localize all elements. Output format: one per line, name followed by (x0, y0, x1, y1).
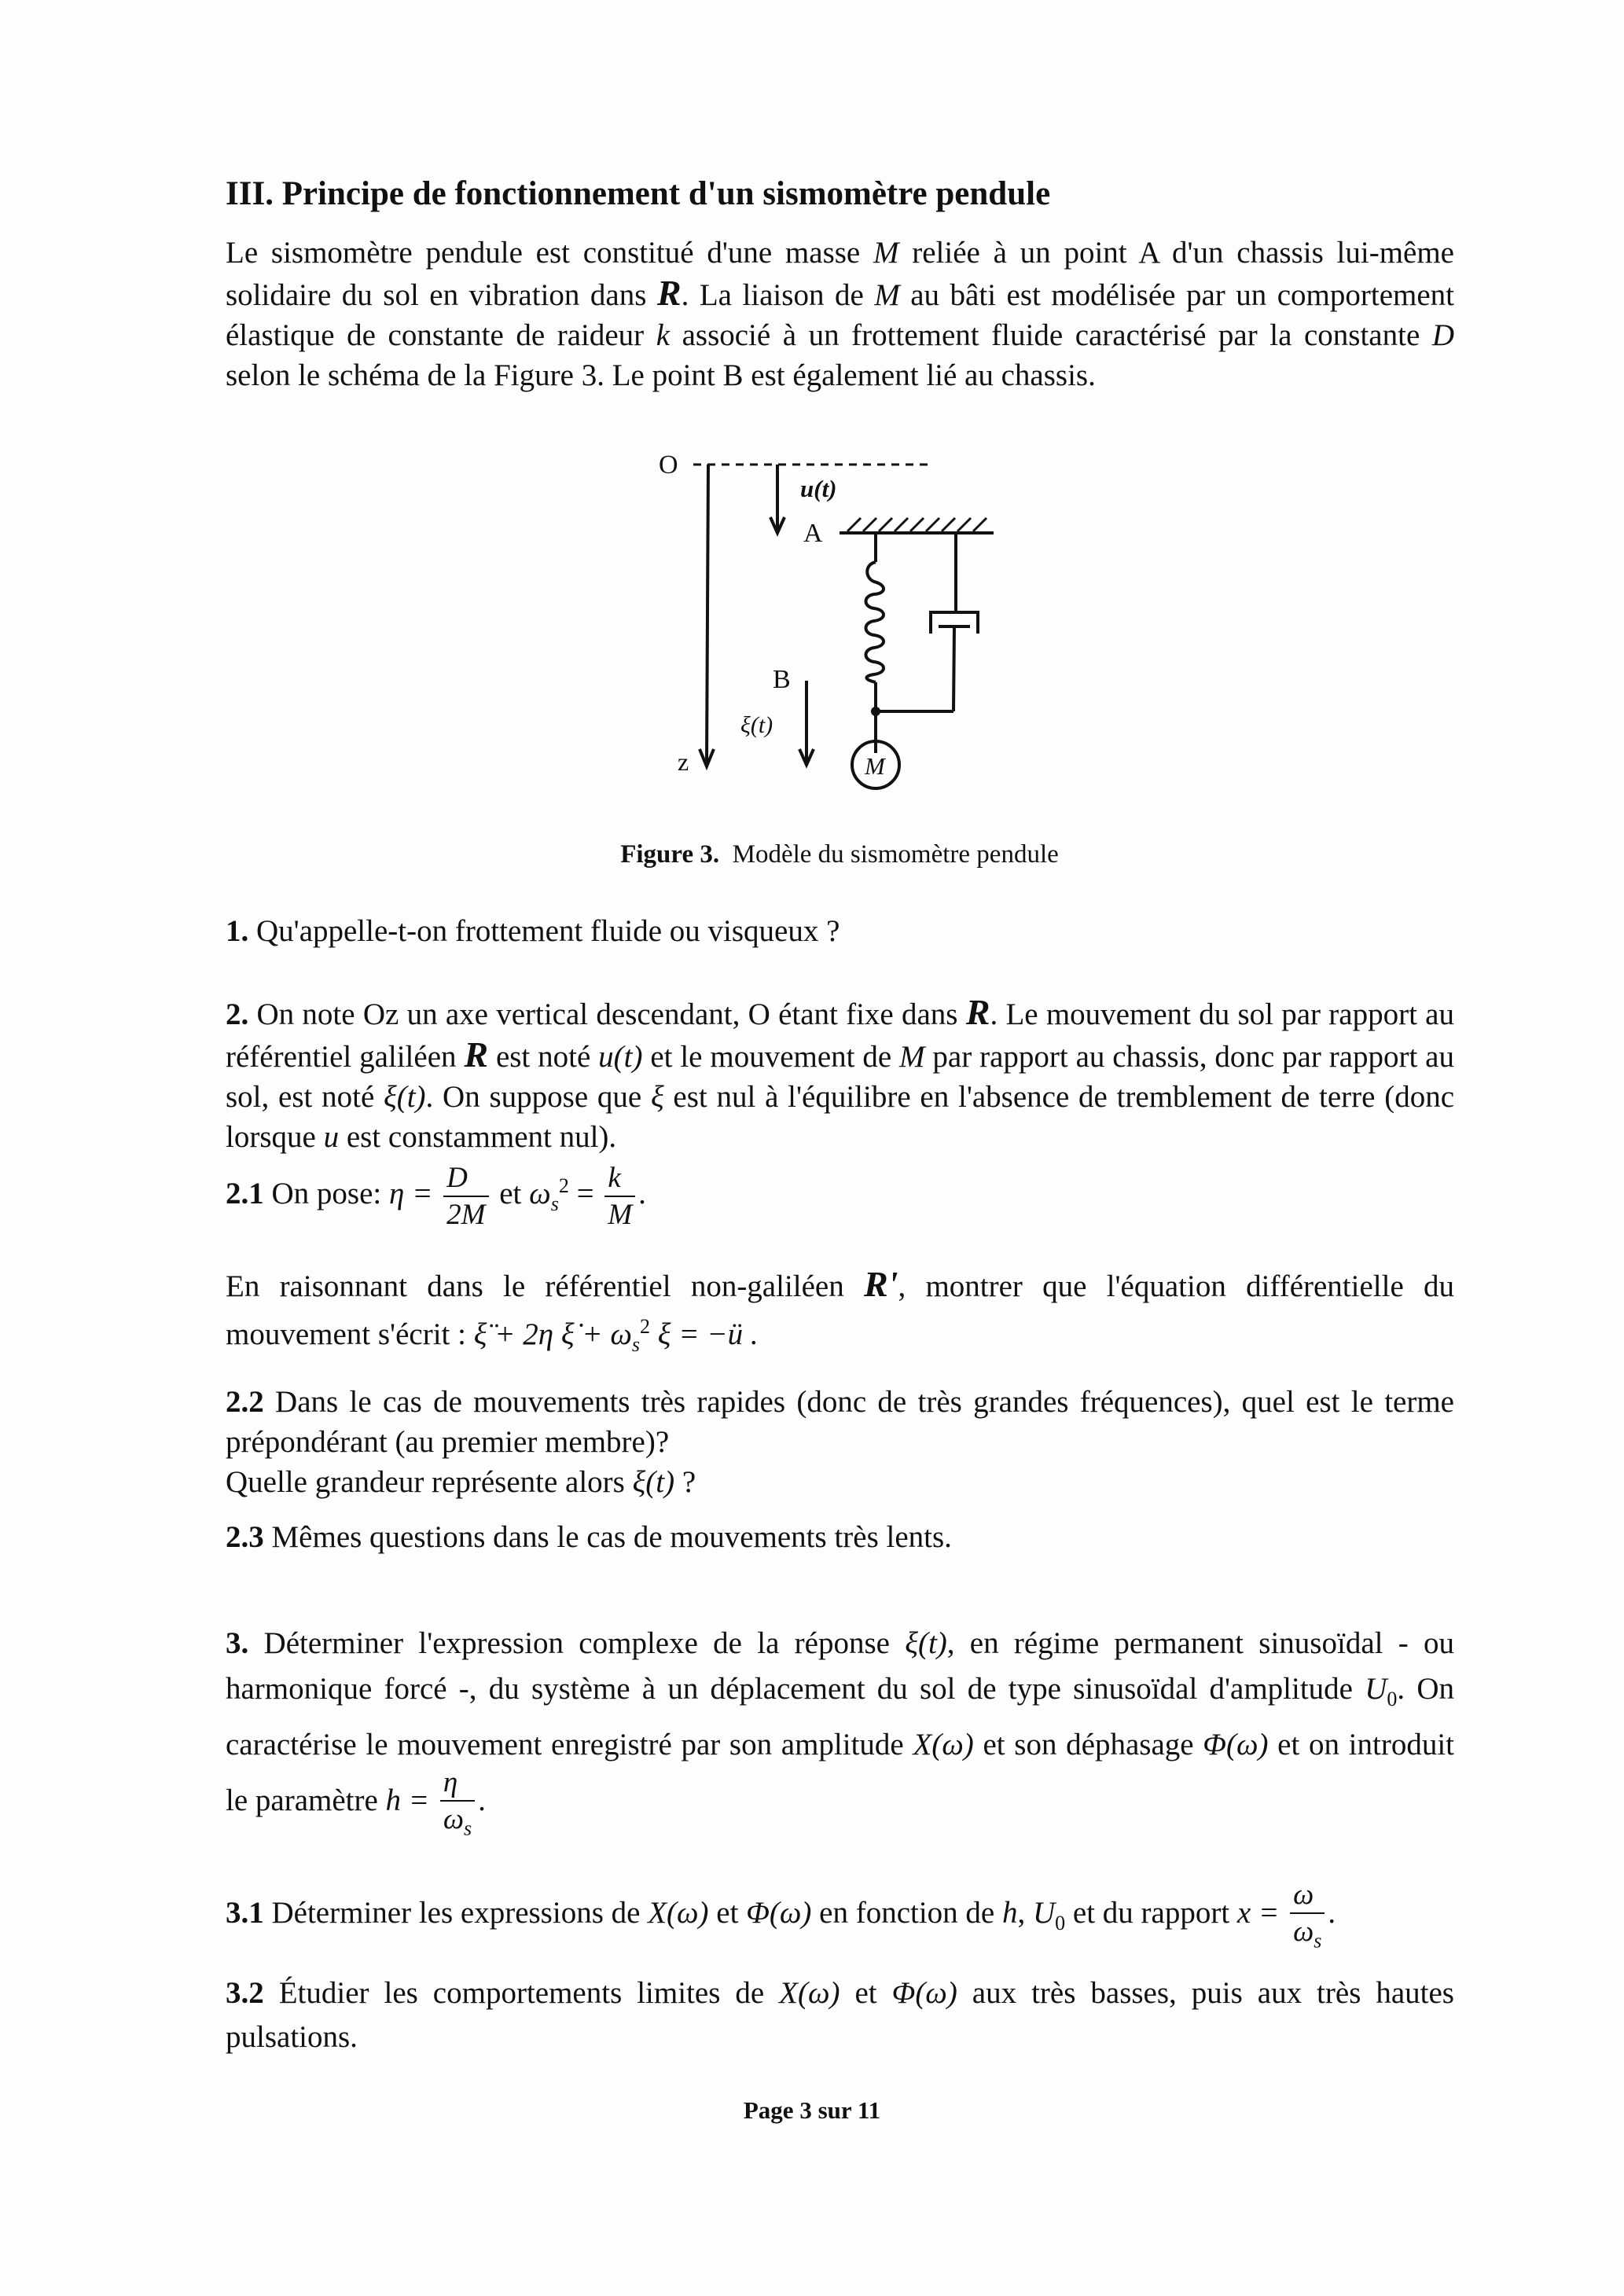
h-fraction: $\frac{\eta}{\omega_s}$ (440, 1768, 475, 1839)
question-3-2: 3.2 Étudier les comportements limites de X(ω) et Φ(ω) aux très basses, puis aux très hautes pulsations. (226, 1976, 1454, 2054)
mass-label: M (865, 752, 885, 780)
question-2: 2. On note Oz un axe vertical descendant, O étant fixe dans R. Le mouvement du sol par rapport au référentiel galiléen R est noté u(t) et le mouvement de M par rapport au chassis, donc par rapport au sol, est noté ξ(t). On suppose que ξ est nul à l'équilibre en l'absence de tremblement de terre (donc lorsque u est constamment nul). (226, 992, 1455, 1154)
intro-paragraph: Le sismomètre pendule est constitué d'une masse M reliée à un point A d'un chassis lui-même solidaire du sol en vibration dans R. La liaison de M au bâti est modélisée par un comportement élastique de constante de raideur k associé à un frottement fluide caractérisé par la constante D selon le schéma de la Figure 3. Le point B est également lié au chassis. (226, 236, 1455, 392)
question-2-3: 2.3 Mêmes questions dans le cas de mouvements très lents. (226, 1520, 952, 1554)
figure-caption: Figure 3. Modèle du sismomètre pendule (620, 840, 1059, 869)
xi-label: ξ(t) (740, 712, 773, 738)
origin-label: O (659, 450, 678, 479)
page-number: Page 3 sur 11 (743, 2096, 881, 2124)
eta-fraction: $\frac{D}{2M}$ (443, 1163, 488, 1229)
point-a-label: A (803, 519, 823, 548)
u-label: u(t) (800, 475, 837, 502)
question-3: 3. Déterminer l'expression complexe de la réponse ξ(t), en régime permanent sinusoïdal - ou harmonique forcé -, du système à un déplacement du sol de type sinusoïdal d'amplitude $U_0$. On caractérise le mouvement enregistré par son amplitude X(ω) et son déphasage Φ(ω) et on introduit le paramètre h = $\frac{\eta}{\omega_s}$ . (226, 1626, 1454, 1840)
question-2-1-equation: En raisonnant dans le référentiel non-galiléen R', montrer que l'équation différentielle du mouvement s'écrit : ξ̈ + 2η ξ̇ + $\omega_s^2$ ξ = −ü . (226, 1264, 1454, 1356)
differential-equation: ξ̈ + 2η ξ̇ + ω (473, 1317, 632, 1351)
question-2-2: 2.2 Dans le cas de mouvements très rapides (donc de très grandes fréquences), quel est le terme prépondérant (au premier membre)? Quelle grandeur représente alors ξ(t) ? (226, 1385, 1454, 1499)
question-1: 1. Qu'appelle-t-on frottement fluide ou visqueux ? (226, 914, 840, 948)
question-2-1: 2.1 On pose: η = $\frac{D}{2M}$ et $\omega_s^2$ = $\frac{k}{M}$ . (226, 1162, 646, 1231)
section-heading: III. Principe de fonctionnement d'un sismomètre pendule (226, 175, 1051, 212)
point-b-label: B (773, 665, 791, 694)
x-ratio-fraction: $\frac{\omega}{\omega_s}$ (1290, 1880, 1325, 1951)
z-axis-label: z (678, 748, 689, 776)
seismometer-diagram (645, 440, 1022, 802)
question-3-1: 3.1 Déterminer les expressions de X(ω) et Φ(ω) en fonction de h, $U_0$ et du rapport x = $\frac{\omega}{\omega_s}$ . (226, 1879, 1336, 1953)
omega-fraction: $\frac{k}{M}$ (604, 1163, 635, 1229)
